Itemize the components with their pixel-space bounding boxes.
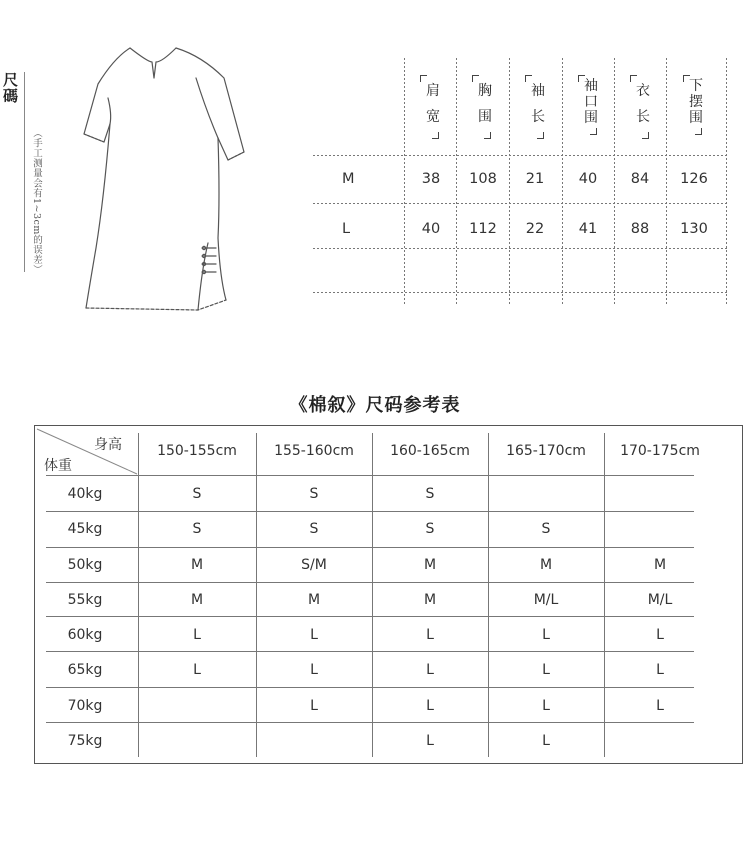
weight-label: 55kg (67, 592, 103, 608)
height-range-header: 155-160cm (274, 443, 354, 459)
size-header-char: 长 (636, 109, 650, 125)
m-cuff: 40 (578, 171, 598, 187)
reference-table-title: 《棉叙》尺码参考表 (289, 395, 461, 416)
size-recommendation-cell: L (656, 662, 664, 678)
size-header-char: 肩 (426, 83, 440, 99)
size-header-char: 袖 (531, 83, 545, 99)
size-recommendation-cell: M (190, 557, 204, 573)
l-cuff: 41 (578, 221, 598, 237)
size-label-m: M (342, 171, 355, 187)
height-range-header: 165-170cm (506, 443, 586, 459)
l-hem: 130 (680, 221, 708, 237)
size-recommendation-cell: M (539, 557, 553, 573)
size-header-char: 胸 (478, 83, 492, 99)
size-recommendation-cell: L (656, 627, 664, 643)
l-shoulder: 40 (421, 221, 441, 237)
size-recommendation-cell: S (425, 486, 435, 502)
size-recommendation-cell: S (541, 521, 551, 537)
size-recommendation-cell: L (310, 662, 318, 678)
size-recommendation-cell: S (309, 521, 319, 537)
weight-label: 40kg (67, 486, 103, 502)
size-recommendation-cell: S (309, 486, 319, 502)
size-recommendation-cell: L (656, 698, 664, 714)
height-range-header: 170-175cm (620, 443, 700, 459)
measurement-note: （手工测量会有1~3cm的误差） (31, 128, 42, 275)
size-recommendation-cell: L (542, 698, 550, 714)
size-recommendation-cell: S (192, 521, 202, 537)
size-recommendation-cell: S/M (301, 557, 327, 573)
l-sleeve: 22 (525, 221, 545, 237)
m-sleeve: 21 (525, 171, 545, 187)
size-header-char: 下 (689, 78, 703, 94)
l-length: 88 (630, 221, 650, 237)
size-header-char: 衣 (636, 83, 650, 99)
size-recommendation-cell: M/L (533, 592, 559, 608)
size-recommendation-cell: L (542, 733, 550, 749)
size-recommendation-cell: M (190, 592, 204, 608)
size-recommendation-cell: L (310, 627, 318, 643)
size-recommendation-cell: L (310, 698, 318, 714)
size-recommendation-cell: M (307, 592, 321, 608)
height-range-header: 160-165cm (390, 443, 470, 459)
size-recommendation-cell: S (425, 521, 435, 537)
corner-height-label: 身高 (94, 437, 122, 453)
size-header-char: 围 (689, 110, 703, 126)
size-recommendation-cell: L (542, 627, 550, 643)
size-recommendation-cell: M (423, 557, 437, 573)
weight-label: 45kg (67, 521, 103, 537)
m-hem: 126 (680, 171, 708, 187)
corner-weight-label: 体重 (44, 458, 72, 474)
size-recommendation-cell: L (426, 733, 434, 749)
m-shoulder: 38 (421, 171, 441, 187)
size-recommendation-cell: L (542, 662, 550, 678)
size-recommendation-cell: L (426, 627, 434, 643)
size-chart-title: 尺碼 (1, 72, 19, 104)
weight-label: 50kg (67, 557, 103, 573)
size-header-char: 宽 (426, 109, 440, 125)
size-header-char: 袖 (584, 78, 598, 94)
size-header-char: 长 (531, 109, 545, 125)
size-header-char: 围 (478, 109, 492, 125)
size-recommendation-cell: M/L (647, 592, 673, 608)
size-recommendation-cell: L (426, 662, 434, 678)
size-header-char: 口 (584, 94, 598, 110)
m-length: 84 (630, 171, 650, 187)
weight-label: 60kg (67, 627, 103, 643)
height-range-header: 150-155cm (157, 443, 237, 459)
weight-label: 65kg (67, 662, 103, 678)
size-recommendation-cell: L (193, 627, 201, 643)
size-recommendation-cell: L (426, 698, 434, 714)
size-recommendation-cell: M (653, 557, 667, 573)
m-chest: 108 (469, 171, 497, 187)
size-recommendation-cell: L (193, 662, 201, 678)
size-recommendation-cell: M (423, 592, 437, 608)
size-label-l: L (342, 221, 351, 237)
size-header-char: 围 (584, 110, 598, 126)
weight-label: 70kg (67, 698, 103, 714)
weight-label: 75kg (67, 733, 103, 749)
size-header-char: 摆 (689, 94, 703, 110)
l-chest: 112 (469, 221, 497, 237)
size-recommendation-cell: S (192, 486, 202, 502)
